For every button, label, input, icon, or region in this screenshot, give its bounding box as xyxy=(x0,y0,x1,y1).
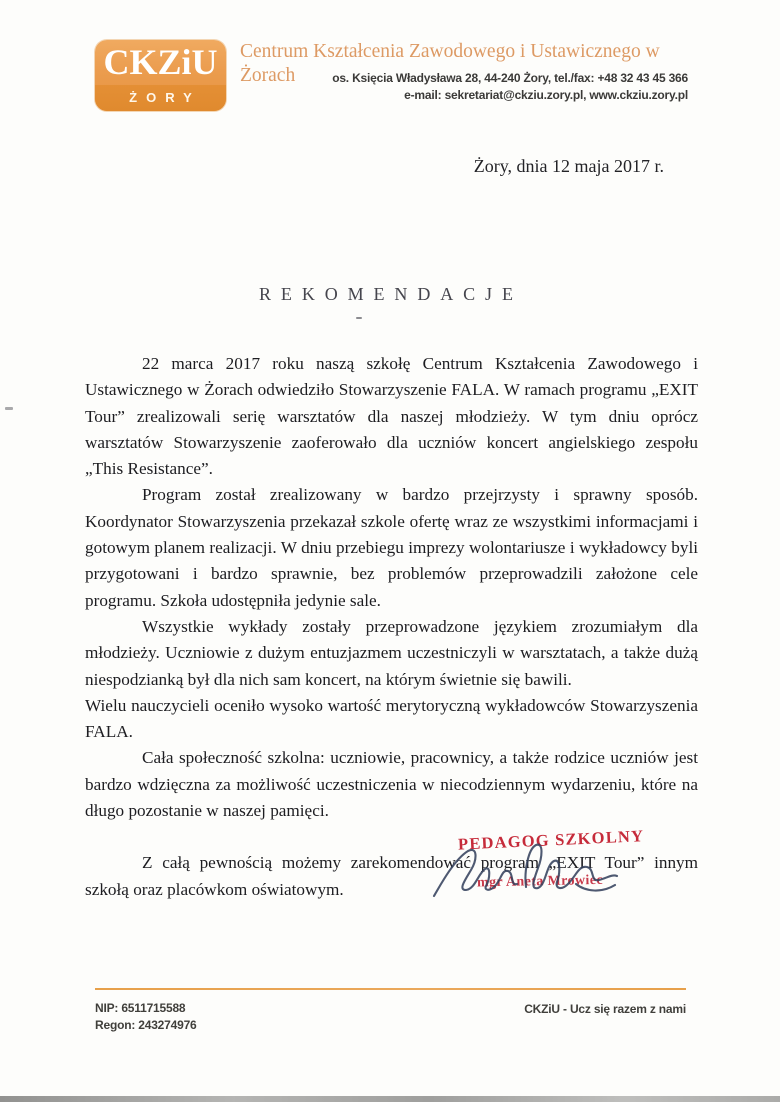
footer-divider xyxy=(95,988,686,990)
stamp-name: mgr Aneta Mrowiec xyxy=(476,872,604,891)
ckziu-logo xyxy=(95,40,226,111)
letter-heading: REKOMENDACJE xyxy=(259,284,523,304)
paragraph-5: Cała społeczność szkolna: uczniowie, pracownicy, a także rodzice uczniów jest bardzo wdzięczna za możliwość uczestniczenia w niecodziennym wydarzeniu, które na długo pozostanie w naszej pamięci. xyxy=(85,748,698,821)
footer-nip: NIP: 6511715588 xyxy=(95,1001,186,1015)
address-line-1: os. Księcia Władysława 28, 44-240 Żory, tel./fax: +48 32 43 45 366 xyxy=(332,71,688,85)
organization-name: Centrum Kształcenia Zawodowego i Ustawicznego w Żorach xyxy=(240,41,660,86)
handwritten-signature xyxy=(428,838,620,908)
footer-regon: Regon: 243274976 xyxy=(95,1018,197,1032)
scan-bottom-edge xyxy=(0,1096,780,1102)
stamp-title: PEDAGOG SZKOLNY xyxy=(457,826,645,854)
paragraph-6: Z całą pewnością możemy zarekomendować program „EXIT Tour” innym szkołą oraz placówkom oświatowym. xyxy=(85,853,698,899)
logo-subtext: ŻORY xyxy=(95,85,226,111)
date-line: Żory, dnia 12 maja 2017 r. xyxy=(473,156,664,176)
address-block xyxy=(268,70,688,104)
paragraph-3: Wszystkie wykłady zostały przeprowadzone językiem zrozumiałym dla młodzieży. Uczniowie z dużym entuzjazmem uczestniczyli w warsztatach, a także dużą niespodzianką był dla nich sam koncert, na którym świetnie się bawili. xyxy=(85,616,698,689)
address-line-2: e-mail: sekretariat@ckziu.zory.pl, www.ckziu.zory.pl xyxy=(404,88,688,102)
footer-registration xyxy=(95,1000,197,1034)
scan-artifact-dash xyxy=(356,317,362,319)
paragraph-2: Program został zrealizowany w bardzo przejrzysty i sprawny sposób. Koordynator Stowarzyszenia przekazał szkole ofertę wraz ze wszystkimi informacjami i gotowym planem realizacji. W dniu przebiegu imprezy wolontariusze i wykładowcy byli przygotowani i bardzo sprawnie, bez problemów przeprowadzili założone cele programu. Szkoła udostępniła jedynie sale. xyxy=(85,485,698,610)
footer-tagline: CKZiU - Ucz się razem z nami xyxy=(524,1002,686,1016)
paragraph-1: 22 marca 2017 roku naszą szkołę Centrum Kształcenia Zawodowego i Ustawicznego w Żorach odwiedziło Stowarzyszenie FALA. W ramach programu „EXIT Tour” zrealizowali serię warsztatów dla naszej młodzieży. W tym dniu oprócz warsztatów Stowarzyszenie zaoferowało dla uczniów koncert angielskiego zespołu „This Resistance”. xyxy=(85,354,698,479)
paragraph-4: Wielu nauczycieli oceniło wysoko wartość merytoryczną wykładowców Stowarzyszenia FALA. xyxy=(85,695,698,742)
scan-artifact-margin-mark xyxy=(5,407,13,410)
logo-text: CKZiU xyxy=(103,42,218,82)
letter-body xyxy=(85,351,698,903)
